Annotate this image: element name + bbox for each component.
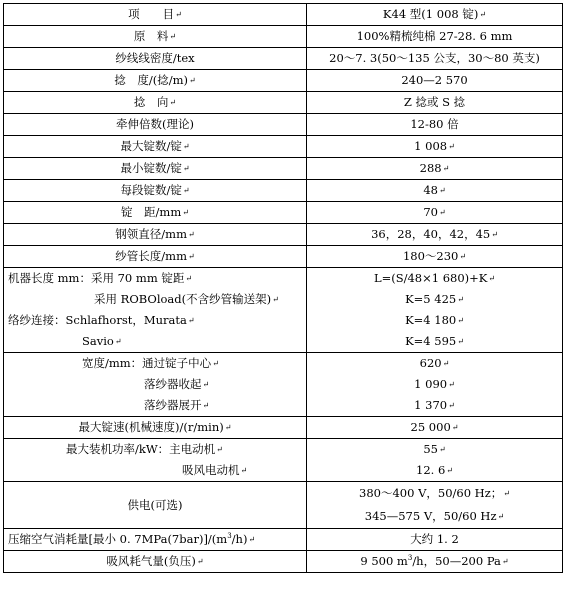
return-mark-icon: ↵ <box>442 164 450 174</box>
return-mark-icon: ↵ <box>448 142 455 152</box>
speed-label: 最大锭速(机械速度)/(r/min) <box>78 419 224 434</box>
power-main-label: 最大装机功率/kW：主电动机 <box>66 441 216 456</box>
row-value-cell <box>307 158 563 180</box>
row-value-cell <box>307 70 563 92</box>
machine-length-savio-label: Savio <box>82 333 114 348</box>
row-value-cell <box>307 202 563 224</box>
table-row <box>4 439 563 461</box>
table-row <box>4 158 563 180</box>
table-row <box>4 374 563 395</box>
row-label: 纱管长度/mm <box>115 248 187 263</box>
return-mark-icon: ↵ <box>438 186 446 196</box>
air-label-superscript: 3 <box>227 531 232 540</box>
power-suction-label: 吸风电动机 <box>182 462 240 477</box>
width-extended-label: 落纱器展开 <box>144 397 202 412</box>
power-main-value: 55 <box>423 441 438 456</box>
row-value: 48 <box>423 182 438 197</box>
supply-label-cell <box>4 482 307 529</box>
table-row <box>4 114 563 136</box>
table-row <box>4 310 563 331</box>
width-retracted-label: 落纱器收起 <box>144 376 202 391</box>
row-label: 原 料 <box>133 28 169 43</box>
row-value-cell <box>307 417 563 439</box>
return-mark-icon: ↵ <box>224 423 232 433</box>
row-label: 纱线线密度/tex <box>115 51 195 65</box>
row-value-cell <box>307 246 563 268</box>
row-label-cell <box>4 70 307 92</box>
return-mark-icon: ↵ <box>169 98 177 108</box>
table-row <box>4 460 563 482</box>
return-mark-icon: ↵ <box>503 489 510 498</box>
return-mark-icon: ↵ <box>187 230 195 240</box>
return-mark-icon: ↵ <box>216 445 223 455</box>
return-mark-icon: ↵ <box>446 466 453 476</box>
suction-value-unit: /h，50—200 Pa <box>412 553 501 568</box>
return-mark-icon: ↵ <box>202 401 210 411</box>
return-mark-icon: ↵ <box>182 142 190 152</box>
table-row <box>4 417 563 439</box>
width-value-cell <box>307 353 563 375</box>
row-label-cell <box>4 48 307 70</box>
supply-value-2: 345—575 V，50/60 Hz <box>364 509 497 523</box>
header-value: K44 型(1 008 锭) <box>382 6 479 21</box>
power-value-cell <box>307 460 563 482</box>
supply-value-cell <box>307 482 563 529</box>
row-label-cell <box>4 136 307 158</box>
power-value-cell <box>307 439 563 461</box>
row-label: 捻 向 <box>133 94 169 109</box>
table-row <box>4 48 563 70</box>
table-row <box>4 136 563 158</box>
row-value-cell <box>307 26 563 48</box>
return-mark-icon: ↵ <box>442 359 450 369</box>
return-mark-icon: ↵ <box>169 32 177 42</box>
table-row <box>4 331 563 353</box>
machine-length-roboload-label: 采用 ROBOload(不含纱管输送架) <box>94 291 272 306</box>
speed-value: 25 000 <box>410 419 451 434</box>
header-item: 项 目 <box>128 6 175 21</box>
table-row <box>4 246 563 268</box>
machine-length-label-cell <box>4 289 307 310</box>
suction-value: 9 500 m <box>360 553 408 568</box>
row-value-cell <box>307 224 563 246</box>
row-label-cell <box>4 92 307 114</box>
power-label-cell <box>4 460 307 482</box>
air-label-cell <box>4 529 307 551</box>
machine-length-label: 机器长度 mm：采用 70 mm 锭距 <box>8 270 185 285</box>
row-value: 70 <box>423 204 438 219</box>
return-mark-icon: ↵ <box>182 208 189 218</box>
table-row <box>4 289 563 310</box>
machine-length-value-cell <box>307 289 563 310</box>
row-value: 36，28，40，42，45 <box>371 226 491 241</box>
spec-table <box>3 3 563 573</box>
air-label: 压缩空气消耗量[最小 0. 7MPa(7bar)]/(m <box>8 531 228 546</box>
machine-length-value-cell <box>307 268 563 290</box>
machine-length-label-cell <box>4 310 307 331</box>
machine-length-savio-value: K=4 595 <box>405 333 457 348</box>
table-row <box>4 180 563 202</box>
air-label-unit: /h) <box>231 531 248 546</box>
return-mark-icon: ↵ <box>457 337 464 347</box>
row-label: 每段锭数/锭 <box>120 182 182 197</box>
return-mark-icon: ↵ <box>479 10 487 20</box>
row-value: 180～230 <box>402 248 459 263</box>
machine-length-roboload-value: K=5 425 <box>405 291 457 306</box>
return-mark-icon: ↵ <box>114 337 122 347</box>
return-mark-icon: ↵ <box>488 274 496 284</box>
return-mark-icon: ↵ <box>448 380 455 390</box>
row-label-cell <box>4 417 307 439</box>
row-label: 牵伸倍数(理论) <box>116 117 194 131</box>
row-label-cell <box>4 224 307 246</box>
row-label: 钢领直径/mm <box>115 226 187 241</box>
return-mark-icon: ↵ <box>240 466 248 476</box>
suction-value-superscript: 3 <box>407 553 413 562</box>
machine-length-label-cell <box>4 331 307 353</box>
return-mark-icon: ↵ <box>497 512 505 521</box>
return-mark-icon: ↵ <box>212 359 219 369</box>
header-value-cell <box>307 4 563 26</box>
air-value: 大约 1. 2 <box>410 532 459 546</box>
table-row <box>4 26 563 48</box>
width-label-cell <box>4 374 307 395</box>
row-value: 240—2 570 <box>401 73 468 87</box>
table-row <box>4 92 563 114</box>
row-value-cell <box>307 92 563 114</box>
row-label-cell <box>4 158 307 180</box>
row-value: 100%精梳纯棉 27-28. 6 mm <box>356 29 513 43</box>
machine-length-label-cell <box>4 268 307 290</box>
table-row <box>4 529 563 551</box>
return-mark-icon: ↵ <box>196 557 204 567</box>
machine-length-value-cell <box>307 310 563 331</box>
row-value: 12-80 倍 <box>410 117 459 131</box>
width-label-cell <box>4 395 307 417</box>
row-label: 捻 度/(捻/m) <box>114 72 188 87</box>
width-label: 宽度/mm：通过锭子中心 <box>82 355 212 370</box>
return-mark-icon: ↵ <box>182 186 190 196</box>
row-value-cell <box>307 48 563 70</box>
return-mark-icon: ↵ <box>457 295 464 305</box>
width-value-cell <box>307 395 563 417</box>
row-value: 1 008 <box>414 138 448 153</box>
return-mark-icon: ↵ <box>202 380 210 390</box>
row-label-cell <box>4 114 307 136</box>
table-row <box>4 70 563 92</box>
row-label-cell <box>4 202 307 224</box>
return-mark-icon: ↵ <box>188 76 196 86</box>
machine-length-value-cell <box>307 331 563 353</box>
table-row <box>4 353 563 375</box>
return-mark-icon: ↵ <box>438 208 446 218</box>
return-mark-icon: ↵ <box>187 316 195 326</box>
return-mark-icon: ↵ <box>248 535 256 545</box>
width-extended-value: 1 370 <box>414 397 448 412</box>
machine-length-winder-label: 络纱连接：Schlafhorst，Murata <box>8 312 187 327</box>
row-label: 最小锭数/锭 <box>120 160 182 175</box>
suction-label-cell <box>4 551 307 573</box>
power-suction-value: 12. 6 <box>416 462 446 477</box>
return-mark-icon: ↵ <box>175 10 182 20</box>
row-value-cell <box>307 114 563 136</box>
suction-label: 吸风耗气量(负压) <box>106 553 196 568</box>
table-row <box>4 202 563 224</box>
row-label: 锭 距/mm <box>121 204 182 219</box>
width-value-cell <box>307 374 563 395</box>
table-row <box>4 395 563 417</box>
row-label-cell <box>4 246 307 268</box>
table-row <box>4 224 563 246</box>
return-mark-icon: ↵ <box>459 252 467 262</box>
machine-length-formula: L=(S/48×1 680)+K <box>373 270 488 285</box>
supply-value-1: 380～400 V，50/60 Hz； <box>359 486 503 500</box>
suction-value-cell <box>307 551 563 573</box>
width-value: 620 <box>419 355 442 370</box>
row-value: 20～7. 3(50～135 公支，30～80 英支) <box>329 51 540 65</box>
power-label-cell <box>4 439 307 461</box>
table-row <box>4 268 563 290</box>
supply-value-line <box>311 505 558 528</box>
width-retracted-value: 1 090 <box>414 376 448 391</box>
supply-value-line <box>311 482 558 505</box>
row-value-cell <box>307 180 563 202</box>
supply-label: 供电(可选) <box>127 497 183 512</box>
row-label: 最大锭数/锭 <box>120 138 182 153</box>
return-mark-icon: ↵ <box>491 230 498 240</box>
return-mark-icon: ↵ <box>451 423 459 433</box>
machine-length-winder-value: K=4 180 <box>405 312 457 327</box>
return-mark-icon: ↵ <box>187 252 195 262</box>
return-mark-icon: ↵ <box>272 295 279 305</box>
row-label-cell <box>4 180 307 202</box>
row-value: Z 捻或 S 捻 <box>403 95 466 109</box>
table-row <box>4 551 563 573</box>
header-item-cell <box>4 4 307 26</box>
row-value: 288 <box>419 160 442 175</box>
air-value-cell <box>307 529 563 551</box>
return-mark-icon: ↵ <box>185 274 193 284</box>
return-mark-icon: ↵ <box>501 557 509 567</box>
row-value-cell <box>307 136 563 158</box>
return-mark-icon: ↵ <box>182 164 190 174</box>
return-mark-icon: ↵ <box>448 401 455 411</box>
return-mark-icon: ↵ <box>438 445 446 455</box>
table-row <box>4 482 563 529</box>
header-row <box>4 4 563 26</box>
row-label-cell <box>4 26 307 48</box>
width-label-cell <box>4 353 307 375</box>
return-mark-icon: ↵ <box>457 316 464 326</box>
